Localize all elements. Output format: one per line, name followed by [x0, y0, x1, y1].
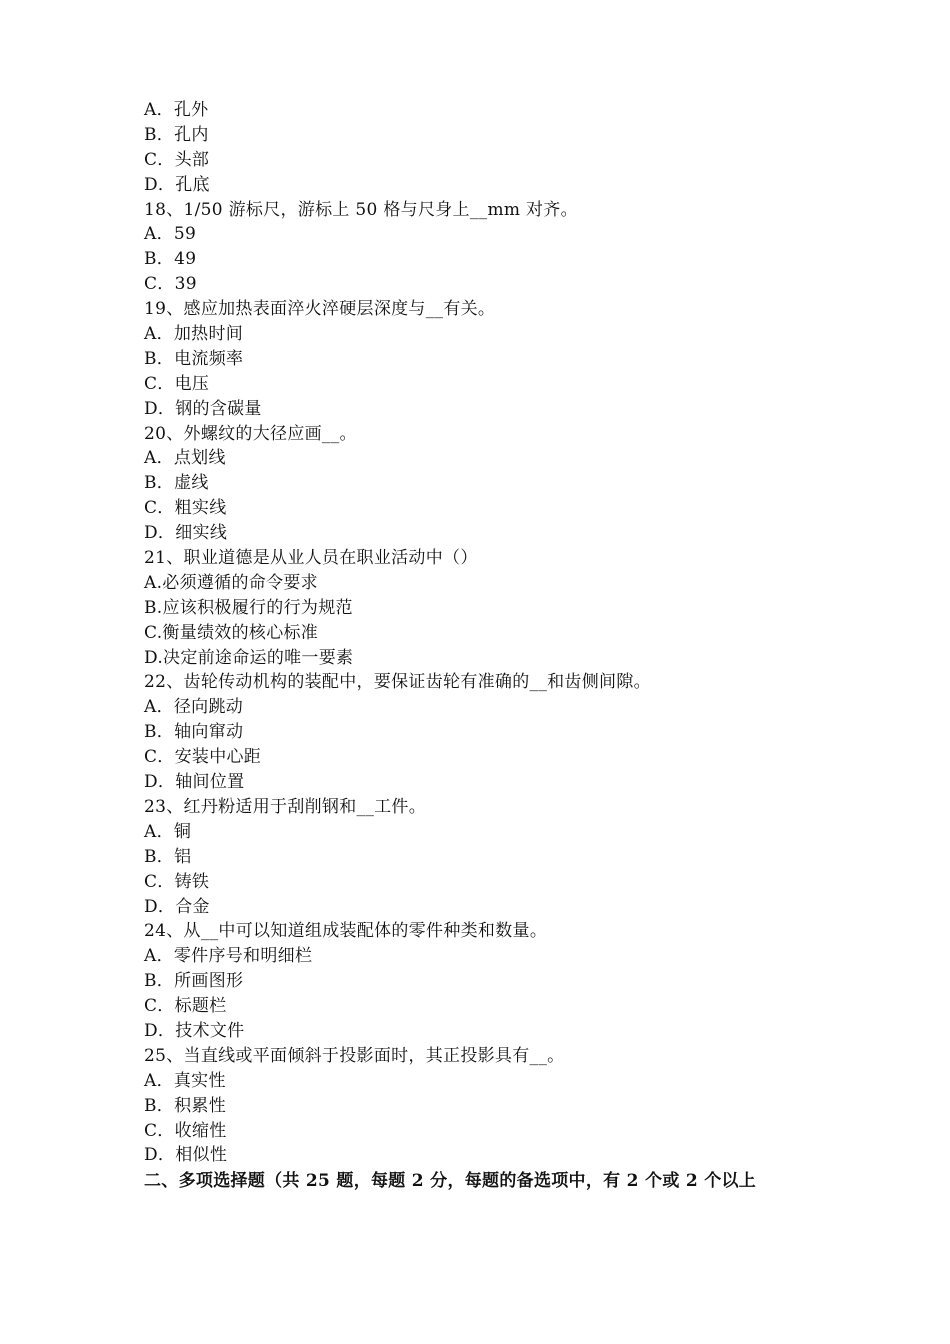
answer-option: A．真实性 [144, 1070, 226, 1091]
answer-option: D．细实线 [144, 523, 228, 544]
answer-option: A．点划线 [144, 448, 226, 469]
question-text: 24、从__中可以知道组成装配体的零件种类和数量。 [144, 921, 548, 942]
answer-option: B．虚线 [144, 473, 209, 494]
answer-option: B．电流频率 [144, 348, 244, 369]
answer-option: D．相似性 [144, 1145, 228, 1166]
answer-option: A．径向跳动 [144, 697, 244, 718]
question-text: 21、职业道德是从业人员在职业活动中（） [144, 548, 478, 569]
answer-option: C．电压 [144, 373, 210, 394]
answer-option: A．59 [144, 224, 197, 245]
answer-option: B．所画图形 [144, 971, 244, 992]
answer-option: B．孔内 [144, 124, 209, 145]
answer-option: B．积累性 [144, 1095, 226, 1116]
answer-option: D．轴间位置 [144, 772, 245, 793]
question-list [144, 98, 844, 1168]
answer-option: B．轴向窜动 [144, 722, 244, 743]
answer-option: A．加热时间 [144, 324, 244, 345]
answer-option: B.应该积极履行的行为规范 [144, 597, 353, 618]
answer-option: C．头部 [144, 149, 210, 170]
question-text: 25、当直线或平面倾斜于投影面时，其正投影具有__。 [144, 1045, 565, 1066]
answer-option: D.决定前途命运的唯一要素 [144, 647, 354, 668]
question-text: 20、外螺纹的大径应画__。 [144, 423, 357, 444]
answer-option: C．标题栏 [144, 996, 227, 1017]
question-text: 23、红丹粉适用于刮削钢和__工件。 [144, 796, 427, 817]
answer-option: B．49 [144, 249, 197, 270]
answer-option: B．铝 [144, 846, 192, 867]
answer-option: D．合金 [144, 896, 210, 917]
answer-option: D．技术文件 [144, 1020, 245, 1041]
answer-option: C.衡量绩效的核心标准 [144, 622, 319, 643]
answer-option: A．铜 [144, 821, 192, 842]
document-body [144, 98, 844, 1194]
answer-option: C．铸铁 [144, 871, 210, 892]
question-text: 18、1/50 游标尺，游标上 50 格与尺身上__mm 对齐。 [144, 199, 578, 220]
answer-option: C．安装中心距 [144, 747, 262, 768]
answer-option: A．零件序号和明细栏 [144, 946, 313, 967]
answer-option: C．收缩性 [144, 1120, 227, 1141]
question-text: 22、齿轮传动机构的装配中，要保证齿轮有准确的__和齿侧间隙。 [144, 672, 651, 693]
answer-option: C．39 [144, 274, 197, 295]
answer-option: D．钢的含碳量 [144, 398, 262, 419]
answer-option: C．粗实线 [144, 498, 227, 519]
answer-option: A．孔外 [144, 100, 209, 120]
section-heading: 二、多项选择题（共 25 题，每题 2 分，每题的备选项中，有 2 个或 2 个以上 [144, 1171, 757, 1192]
question-text: 19、感应加热表面淬火淬硬层深度与__有关。 [144, 299, 496, 320]
answer-option: D．孔底 [144, 174, 210, 195]
answer-option: A.必须遵循的命令要求 [144, 572, 318, 593]
